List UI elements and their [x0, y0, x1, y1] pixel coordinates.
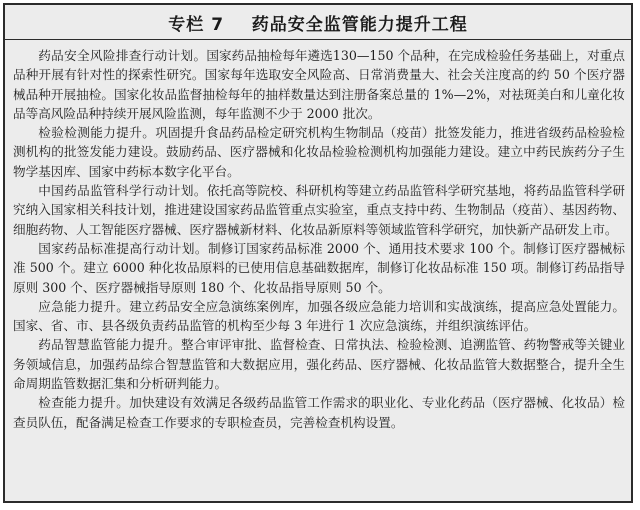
section-body: 制修订国家药品标准 2000 个、通用技术要求 100 个。制修订医疗器械标准 500 个。建立 6000 种化妆品原料的已使用信息基础数据库，制修订化妆品标准 150 项。制修订药品指导原则 300 个、医疗器械指导原则 180 个、化妆品指导原则 50 个。 [13, 240, 625, 295]
section-emergency [13, 297, 625, 336]
section-heading: 应急能力提升。 [38, 298, 130, 314]
section-regulatory-science [13, 181, 625, 239]
section-body: 整合审评审批、监督检查、日常执法、检验检测、追溯监管、药物警戒等关键业务领域信息，加强药品综合智慧监管和大数据应用，强化药品、医疗器械、化妆品监管大数据整合，提升全生命周期监管数据汇集和分析研判能力。 [13, 337, 625, 392]
feature-box [3, 3, 633, 503]
section-body: 国家药品抽检每年遴选130—150 个品种，在完成检验任务基础上，对重点品种开展有针对性的探索性研究。国家每年选取安全风险高、日常消费量大、社会关注度高的约 50 个医疗器械品种开展抽检。国家化妆品监督抽检每年的抽样数量达到注册备案总量的 1%—2%，对祛斑美白和儿童化妆品等高风险品种持续开展风险监测，每年监测不少于 2000 批次。 [13, 48, 625, 121]
box-content [13, 46, 625, 432]
section-body: 建立药品安全应急演练案例库，加强各级应急能力培训和实战演练，提高应急处置能力。国家、省、市、县各级负责药品监管的机构至少每 3 年进行 1 次应急演练，并组织演练评估。 [13, 298, 626, 334]
box-title: 专栏 7 药品安全监管能力提升工程 [168, 14, 468, 35]
section-heading: 药品安全风险排查行动计划。 [38, 48, 207, 63]
section-testing-capacity [13, 123, 625, 181]
section-heading: 中国药品监管科学行动计划。 [38, 183, 207, 199]
section-body: 依托高等院校、科研机构等建立药品监管科学研究基地，将药品监管科学研究纳入国家相关科技计划，推进建设国家药品监管重点实验室，重点支持中药、生物制品（疫苗）、基因药物、细胞药物、人工智能医疗器械、医疗器械新材料、化妆品新原料等领域监管科学研究，加快新产品研发上市。 [13, 183, 626, 237]
section-heading: 检查能力提升。 [38, 395, 130, 411]
box-title-bar [5, 5, 631, 40]
section-risk-screening [13, 46, 625, 123]
section-heading: 检验检测能力提升。 [38, 125, 156, 141]
section-body: 巩固提升食品药品检定研究机构生物制品（疫苗）批签发能力，推进省级药品检验检测机构的批签发能力建设。鼓励药品、医疗器械和化妆品检验检测机构加强能力建设。建立中药民族药分子生物学基因库、国家中药标本数字化平台。 [13, 125, 626, 179]
section-body: 加快建设有效满足各级药品监管工作需求的职业化、专业化药品（医疗器械、化妆品）检查员队伍，配备满足检查工作要求的专职检查员，完善检查机构设置。 [13, 395, 626, 430]
section-smart-regulation [13, 335, 625, 393]
section-heading: 国家药品标准提高行动计划。 [38, 240, 208, 256]
section-heading: 药品智慧监管能力提升。 [38, 337, 182, 353]
section-inspection [13, 393, 625, 432]
section-standards [13, 239, 625, 297]
